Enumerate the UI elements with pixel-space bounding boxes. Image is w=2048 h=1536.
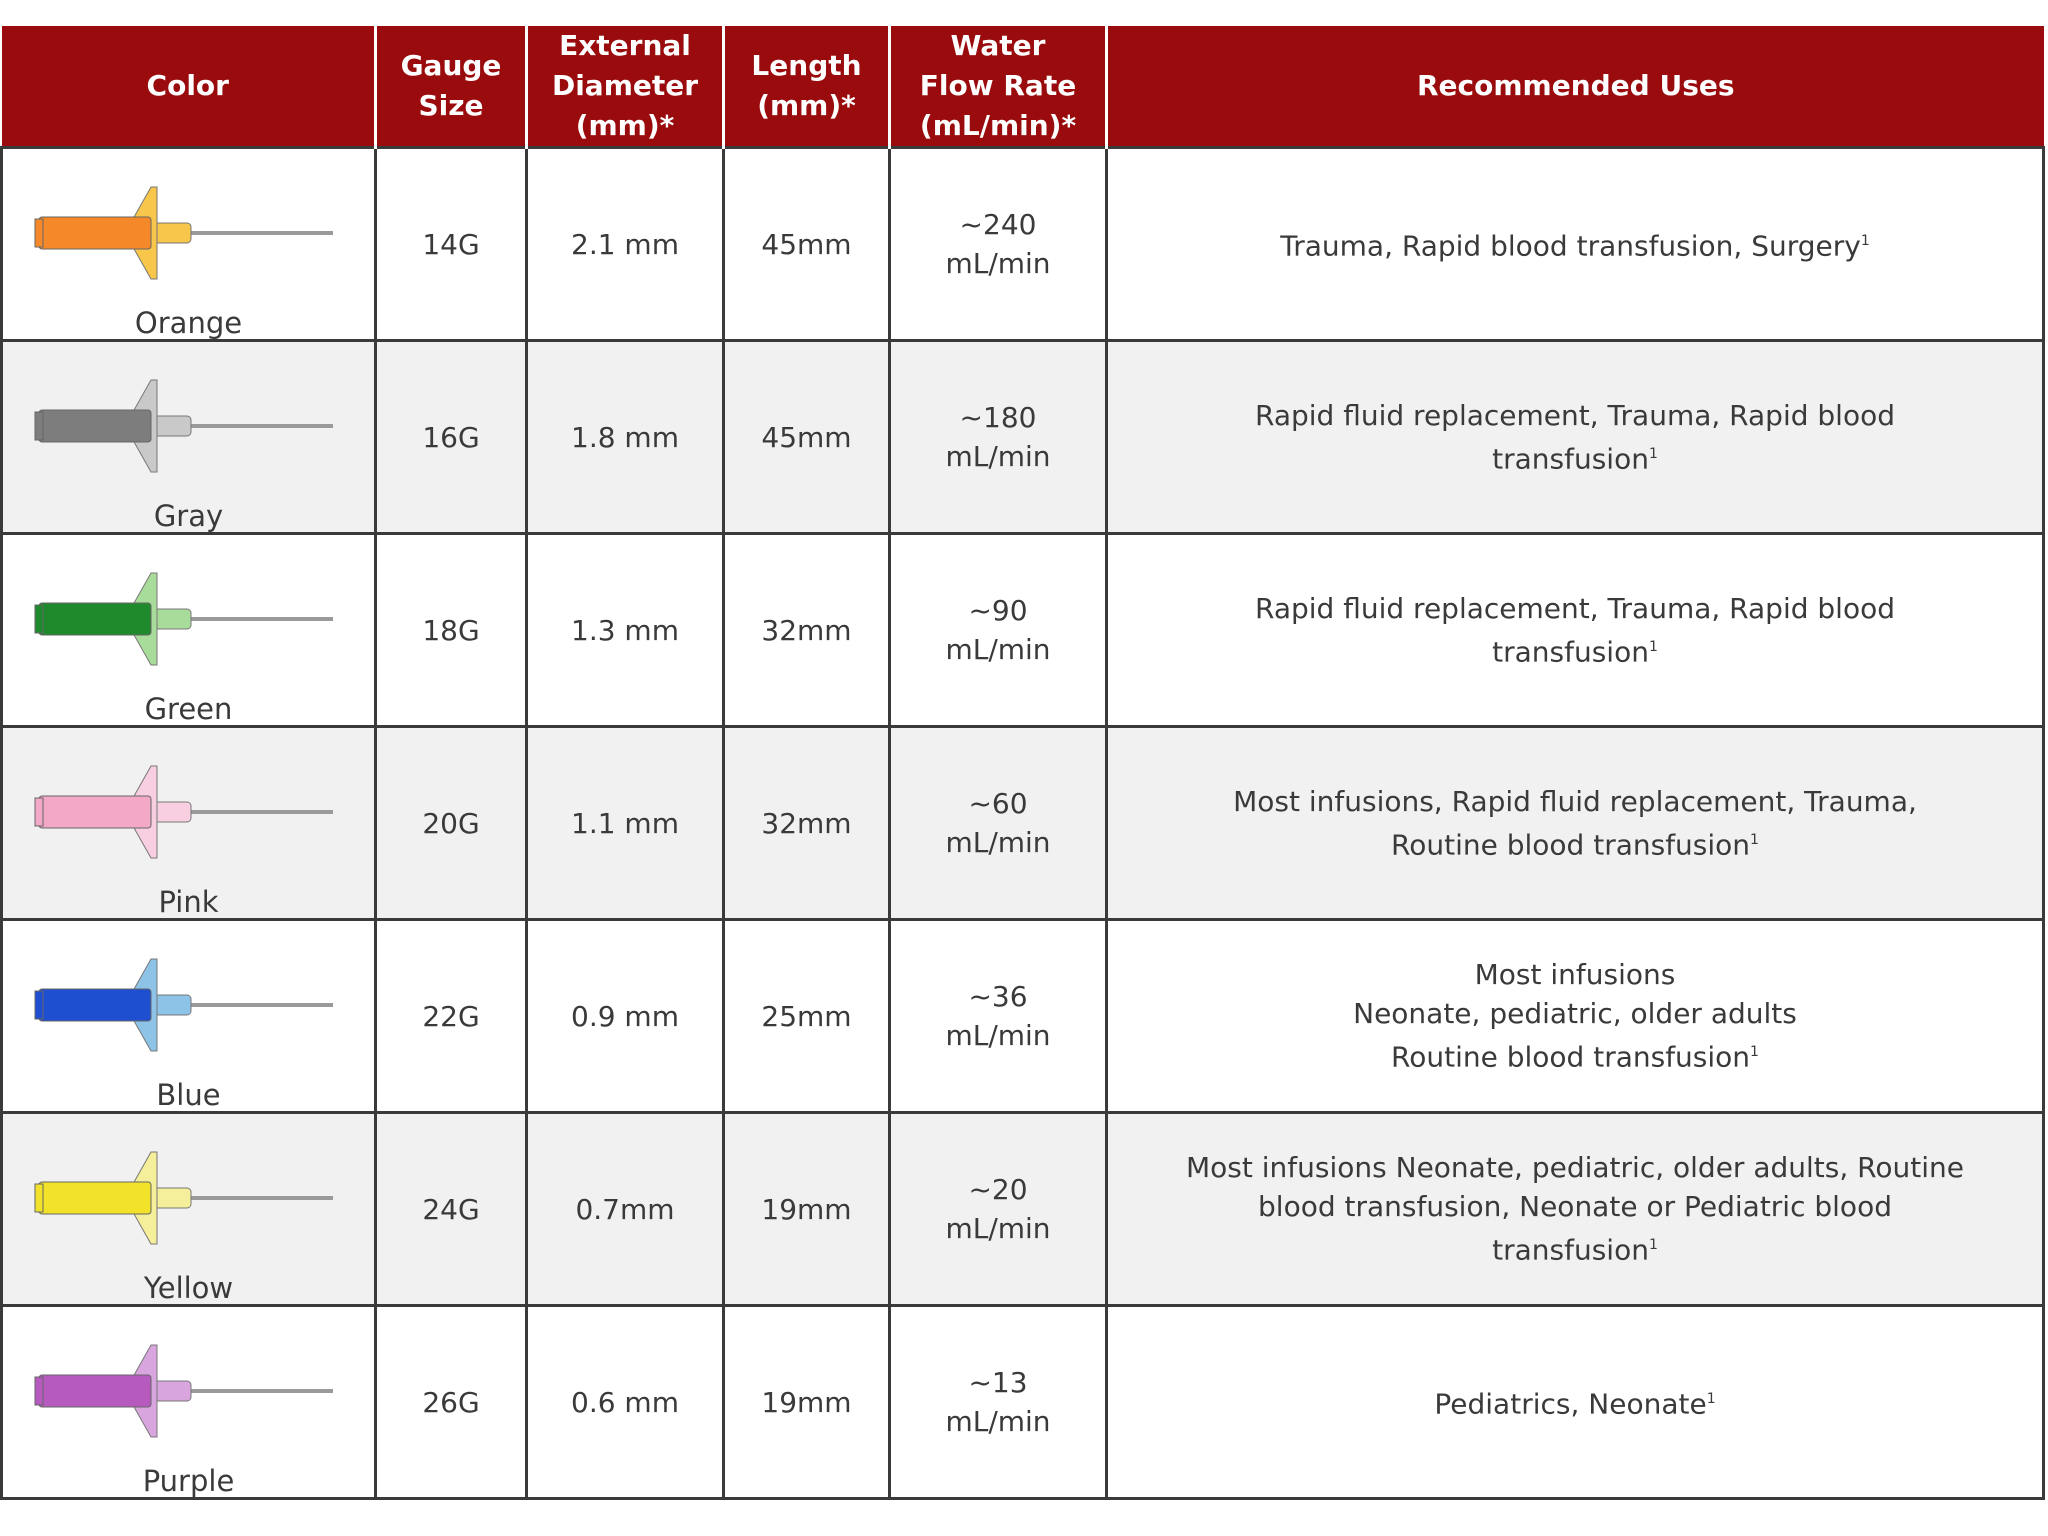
- uses-line: Routine blood transfusion$^1$: [1391, 1040, 1759, 1074]
- length-cell: 19mm: [724, 1306, 890, 1499]
- iv-catheter-icon: [33, 565, 343, 675]
- external-diameter-cell: 0.9 mm: [527, 920, 724, 1113]
- flow-rate-line: mL/min: [945, 1405, 1051, 1438]
- flow-rate-line: mL/min: [945, 633, 1051, 666]
- footnote-marker: 1: [1648, 638, 1658, 655]
- flow-rate-line: mL/min: [945, 1212, 1051, 1245]
- iv-catheter-gauge-table: [0, 26, 2045, 1500]
- external-diameter-cell: 0.7mm: [527, 1113, 724, 1306]
- catheter-hub: [39, 1375, 151, 1407]
- table-row: [2, 920, 2044, 1113]
- color-name: Orange: [134, 306, 243, 340]
- color-name: Green: [144, 692, 233, 726]
- iv-catheter-icon: [33, 758, 343, 868]
- uses-line: Most infusions: [1474, 958, 1676, 992]
- color-cell: [2, 1306, 376, 1499]
- header-external-diameter: External Diameter (mm)*: [527, 26, 724, 148]
- footnote-marker: 1: [1750, 831, 1759, 848]
- length-cell: 45mm: [724, 148, 890, 341]
- catheter-cap: [35, 605, 43, 633]
- uses-line: Most infusions, Rapid fluid replacement, Trauma,: [1233, 784, 1917, 818]
- gauge-size-cell: 14G: [376, 148, 527, 341]
- catheter-cap: [35, 1184, 43, 1212]
- flow-rate-cell: [890, 341, 1107, 534]
- catheter-cap: [35, 991, 43, 1019]
- uses-line: Neonate, pediatric, older adults: [1353, 997, 1797, 1031]
- iv-catheter-icon: [33, 1144, 343, 1254]
- table-row: [2, 341, 2044, 534]
- flow-rate-cell: [890, 534, 1107, 727]
- color-cell: [2, 148, 376, 341]
- color-cell: [2, 920, 376, 1113]
- header-water-flow-rate: Water Flow Rate (mL/min)*: [890, 26, 1107, 148]
- flow-rate-line: ~20: [968, 1173, 1028, 1206]
- color-cell: [2, 534, 376, 727]
- catheter-hub: [39, 989, 151, 1021]
- length-cell: 32mm: [724, 727, 890, 920]
- table-row: [2, 534, 2044, 727]
- table-body: [2, 148, 2044, 1499]
- recommended-uses-cell: [1107, 341, 2044, 534]
- footnote-marker: 1: [1860, 233, 1870, 250]
- gauge-table-container: [0, 26, 2042, 1524]
- table-row: [2, 727, 2044, 920]
- flow-rate-line: ~90: [968, 594, 1028, 627]
- catheter-hub: [39, 603, 151, 635]
- iv-catheter-icon: [33, 179, 343, 289]
- catheter-hub: [39, 1182, 151, 1214]
- recommended-uses-cell: [1107, 1113, 2044, 1306]
- footnote-marker: 1: [1648, 445, 1658, 462]
- gauge-size-cell: 18G: [376, 534, 527, 727]
- footnote-marker: 1: [1706, 1391, 1716, 1408]
- color-cell: [2, 727, 376, 920]
- flow-rate-line: mL/min: [945, 440, 1051, 473]
- external-diameter-cell: 1.1 mm: [527, 727, 724, 920]
- header-recommended-uses: Recommended Uses: [1107, 26, 2044, 148]
- flow-rate-cell: [890, 1306, 1107, 1499]
- uses-line: blood transfusion, Neonate or Pediatric blood: [1258, 1190, 1892, 1224]
- iv-catheter-icon: [33, 1337, 343, 1447]
- uses-line: transfusion$^1$: [1492, 1233, 1658, 1267]
- recommended-uses-cell: [1107, 920, 2044, 1113]
- flow-rate-cell: [890, 1113, 1107, 1306]
- table-row: [2, 148, 2044, 341]
- recommended-uses-cell: [1107, 727, 2044, 920]
- length-cell: 45mm: [724, 341, 890, 534]
- flow-rate-cell: [890, 148, 1107, 341]
- gauge-size-cell: 26G: [376, 1306, 527, 1499]
- external-diameter-cell: 1.3 mm: [527, 534, 724, 727]
- flow-rate-line: mL/min: [945, 826, 1051, 859]
- uses-line: Trauma, Rapid blood transfusion, Surgery$^1$: [1280, 229, 1870, 263]
- footnote-marker: 1: [1648, 1237, 1658, 1254]
- catheter-hub: [39, 217, 151, 249]
- catheter-cap: [35, 219, 43, 247]
- uses-line: Pediatrics, Neonate$^1$: [1434, 1387, 1716, 1421]
- flow-rate-cell: [890, 727, 1107, 920]
- color-cell: [2, 1113, 376, 1306]
- gauge-size-cell: 16G: [376, 341, 527, 534]
- gauge-size-cell: 22G: [376, 920, 527, 1113]
- color-name: Pink: [158, 885, 219, 919]
- external-diameter-cell: 2.1 mm: [527, 148, 724, 341]
- catheter-cap: [35, 798, 43, 826]
- length-cell: 25mm: [724, 920, 890, 1113]
- uses-line: Rapid fluid replacement, Trauma, Rapid blood: [1255, 398, 1895, 432]
- catheter-hub: [39, 410, 151, 442]
- gauge-size-cell: 24G: [376, 1113, 527, 1306]
- header-length: Length (mm)*: [724, 26, 890, 148]
- color-name: Purple: [142, 1464, 235, 1498]
- flow-rate-line: ~240: [959, 208, 1037, 241]
- color-name: Blue: [156, 1078, 221, 1112]
- color-name: Gray: [153, 499, 224, 533]
- color-name: Yellow: [143, 1271, 234, 1305]
- flow-rate-cell: [890, 920, 1107, 1113]
- header-row: [2, 26, 2044, 148]
- header-color: Color: [2, 26, 376, 148]
- flow-rate-line: mL/min: [945, 1019, 1051, 1052]
- uses-line: transfusion$^1$: [1492, 442, 1658, 476]
- gauge-size-cell: 20G: [376, 727, 527, 920]
- flow-rate-line: ~60: [968, 787, 1028, 820]
- uses-line: transfusion$^1$: [1492, 635, 1658, 669]
- iv-catheter-icon: [33, 372, 343, 482]
- flow-rate-line: ~13: [968, 1366, 1028, 1399]
- length-cell: 19mm: [724, 1113, 890, 1306]
- footnote-marker: 1: [1750, 1044, 1759, 1061]
- uses-line: Routine blood transfusion$^1$: [1391, 828, 1759, 862]
- iv-catheter-icon: [33, 951, 343, 1061]
- header-gauge-size: Gauge Size: [376, 26, 527, 148]
- flow-rate-line: mL/min: [945, 247, 1051, 280]
- uses-line: Most infusions Neonate, pediatric, older adults, Routine: [1186, 1151, 1964, 1185]
- recommended-uses-cell: [1107, 534, 2044, 727]
- catheter-cap: [35, 1377, 43, 1405]
- flow-rate-line: ~180: [959, 401, 1037, 434]
- external-diameter-cell: 0.6 mm: [527, 1306, 724, 1499]
- recommended-uses-cell: [1107, 148, 2044, 341]
- table-row: [2, 1306, 2044, 1499]
- length-cell: 32mm: [724, 534, 890, 727]
- table-row: [2, 1113, 2044, 1306]
- uses-line: Rapid fluid replacement, Trauma, Rapid blood: [1255, 591, 1895, 625]
- catheter-cap: [35, 412, 43, 440]
- color-cell: [2, 341, 376, 534]
- recommended-uses-cell: [1107, 1306, 2044, 1499]
- external-diameter-cell: 1.8 mm: [527, 341, 724, 534]
- catheter-hub: [39, 796, 151, 828]
- flow-rate-line: ~36: [968, 980, 1028, 1013]
